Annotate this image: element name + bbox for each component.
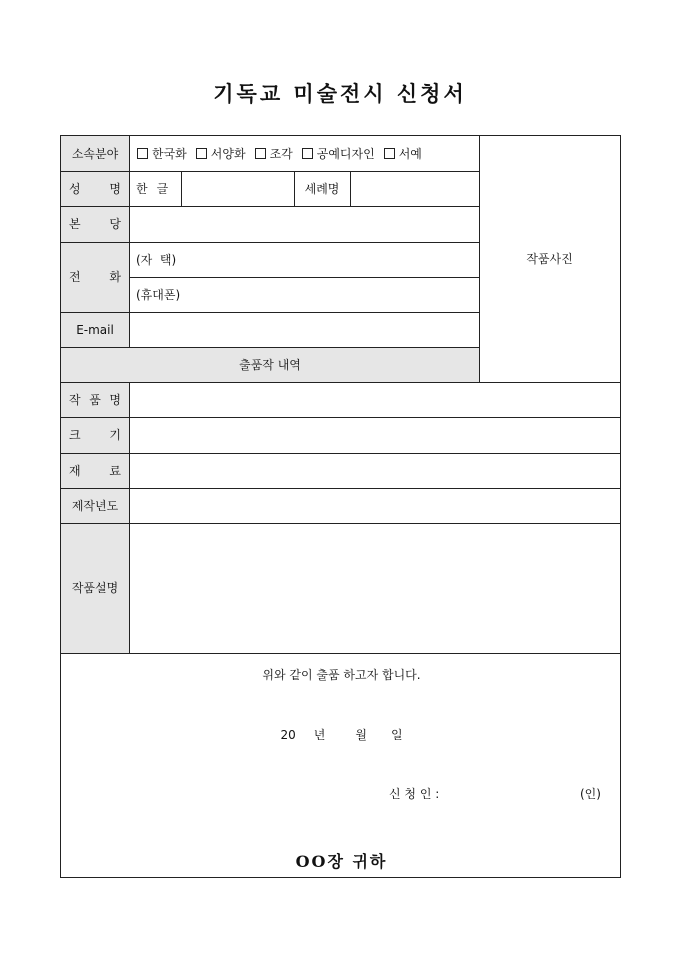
year-input[interactable] bbox=[129, 488, 620, 523]
description-input[interactable] bbox=[129, 523, 620, 653]
date-line: 20 년 월 일 bbox=[280, 728, 403, 742]
korean-name-label: 한 글 bbox=[136, 181, 169, 196]
divider bbox=[350, 171, 351, 206]
divider bbox=[61, 171, 479, 172]
divider bbox=[129, 136, 130, 347]
divider bbox=[479, 136, 480, 382]
phone-label: 전 화 bbox=[61, 242, 129, 312]
divider bbox=[61, 453, 620, 454]
divider bbox=[61, 242, 479, 243]
divider bbox=[61, 206, 479, 207]
baptismal-name-label: 세례명 bbox=[304, 181, 340, 196]
divider bbox=[61, 523, 620, 524]
divider bbox=[294, 171, 295, 206]
description-label: 작품설명 bbox=[61, 523, 129, 653]
size-input[interactable] bbox=[129, 417, 620, 453]
declaration-statement: 위와 같이 출품 하고자 합니다. bbox=[262, 668, 421, 682]
email-input[interactable] bbox=[129, 312, 479, 347]
checkbox[interactable] bbox=[137, 148, 148, 159]
divider bbox=[129, 277, 479, 278]
divider bbox=[61, 417, 620, 418]
size-label: 크 기 bbox=[61, 417, 129, 453]
divider bbox=[61, 653, 620, 654]
field-option[interactable]: 한국화 bbox=[137, 148, 187, 160]
mobile-phone-field[interactable]: (휴대폰) bbox=[136, 287, 181, 302]
work-title-input[interactable] bbox=[129, 382, 620, 417]
divider bbox=[61, 382, 620, 383]
divider bbox=[61, 347, 479, 348]
email-label: E-mail bbox=[61, 312, 129, 347]
name-label: 성 명 bbox=[61, 171, 129, 206]
field-option[interactable]: 공예디자인 bbox=[302, 148, 375, 160]
material-input[interactable] bbox=[129, 453, 620, 488]
applicant-label: 신 청 인 : bbox=[389, 787, 440, 801]
church-label: 본 당 bbox=[61, 206, 129, 242]
application-form bbox=[60, 135, 621, 878]
addressee: OO장 귀하 bbox=[295, 852, 388, 871]
year-label: 제작년도 bbox=[61, 488, 129, 523]
korean-name-input[interactable] bbox=[181, 171, 294, 206]
baptismal-name-input[interactable] bbox=[350, 171, 479, 206]
affiliation-options bbox=[137, 136, 479, 171]
divider bbox=[61, 488, 620, 489]
divider bbox=[61, 312, 479, 313]
work-title-label: 작 품 명 bbox=[61, 382, 129, 417]
home-phone-field[interactable]: (자 택) bbox=[136, 252, 177, 267]
exhibit-section-header: 출품작 내역 bbox=[61, 347, 479, 382]
material-label: 재 료 bbox=[61, 453, 129, 488]
checkbox[interactable] bbox=[255, 148, 266, 159]
field-option[interactable]: 서예 bbox=[384, 148, 422, 160]
church-input[interactable] bbox=[129, 206, 479, 242]
field-option[interactable]: 서양화 bbox=[196, 148, 246, 160]
checkbox[interactable] bbox=[302, 148, 313, 159]
checkbox[interactable] bbox=[384, 148, 395, 159]
work-photo-area[interactable]: 작품사진 bbox=[526, 252, 573, 266]
field-option[interactable]: 조각 bbox=[255, 148, 293, 160]
seal-label: (인) bbox=[580, 787, 601, 801]
divider bbox=[181, 171, 182, 206]
form-title: 기독교 미술전시 신청서 bbox=[213, 81, 467, 106]
affiliation-label: 소속분야 bbox=[61, 136, 129, 171]
checkbox[interactable] bbox=[196, 148, 207, 159]
divider bbox=[129, 382, 130, 653]
